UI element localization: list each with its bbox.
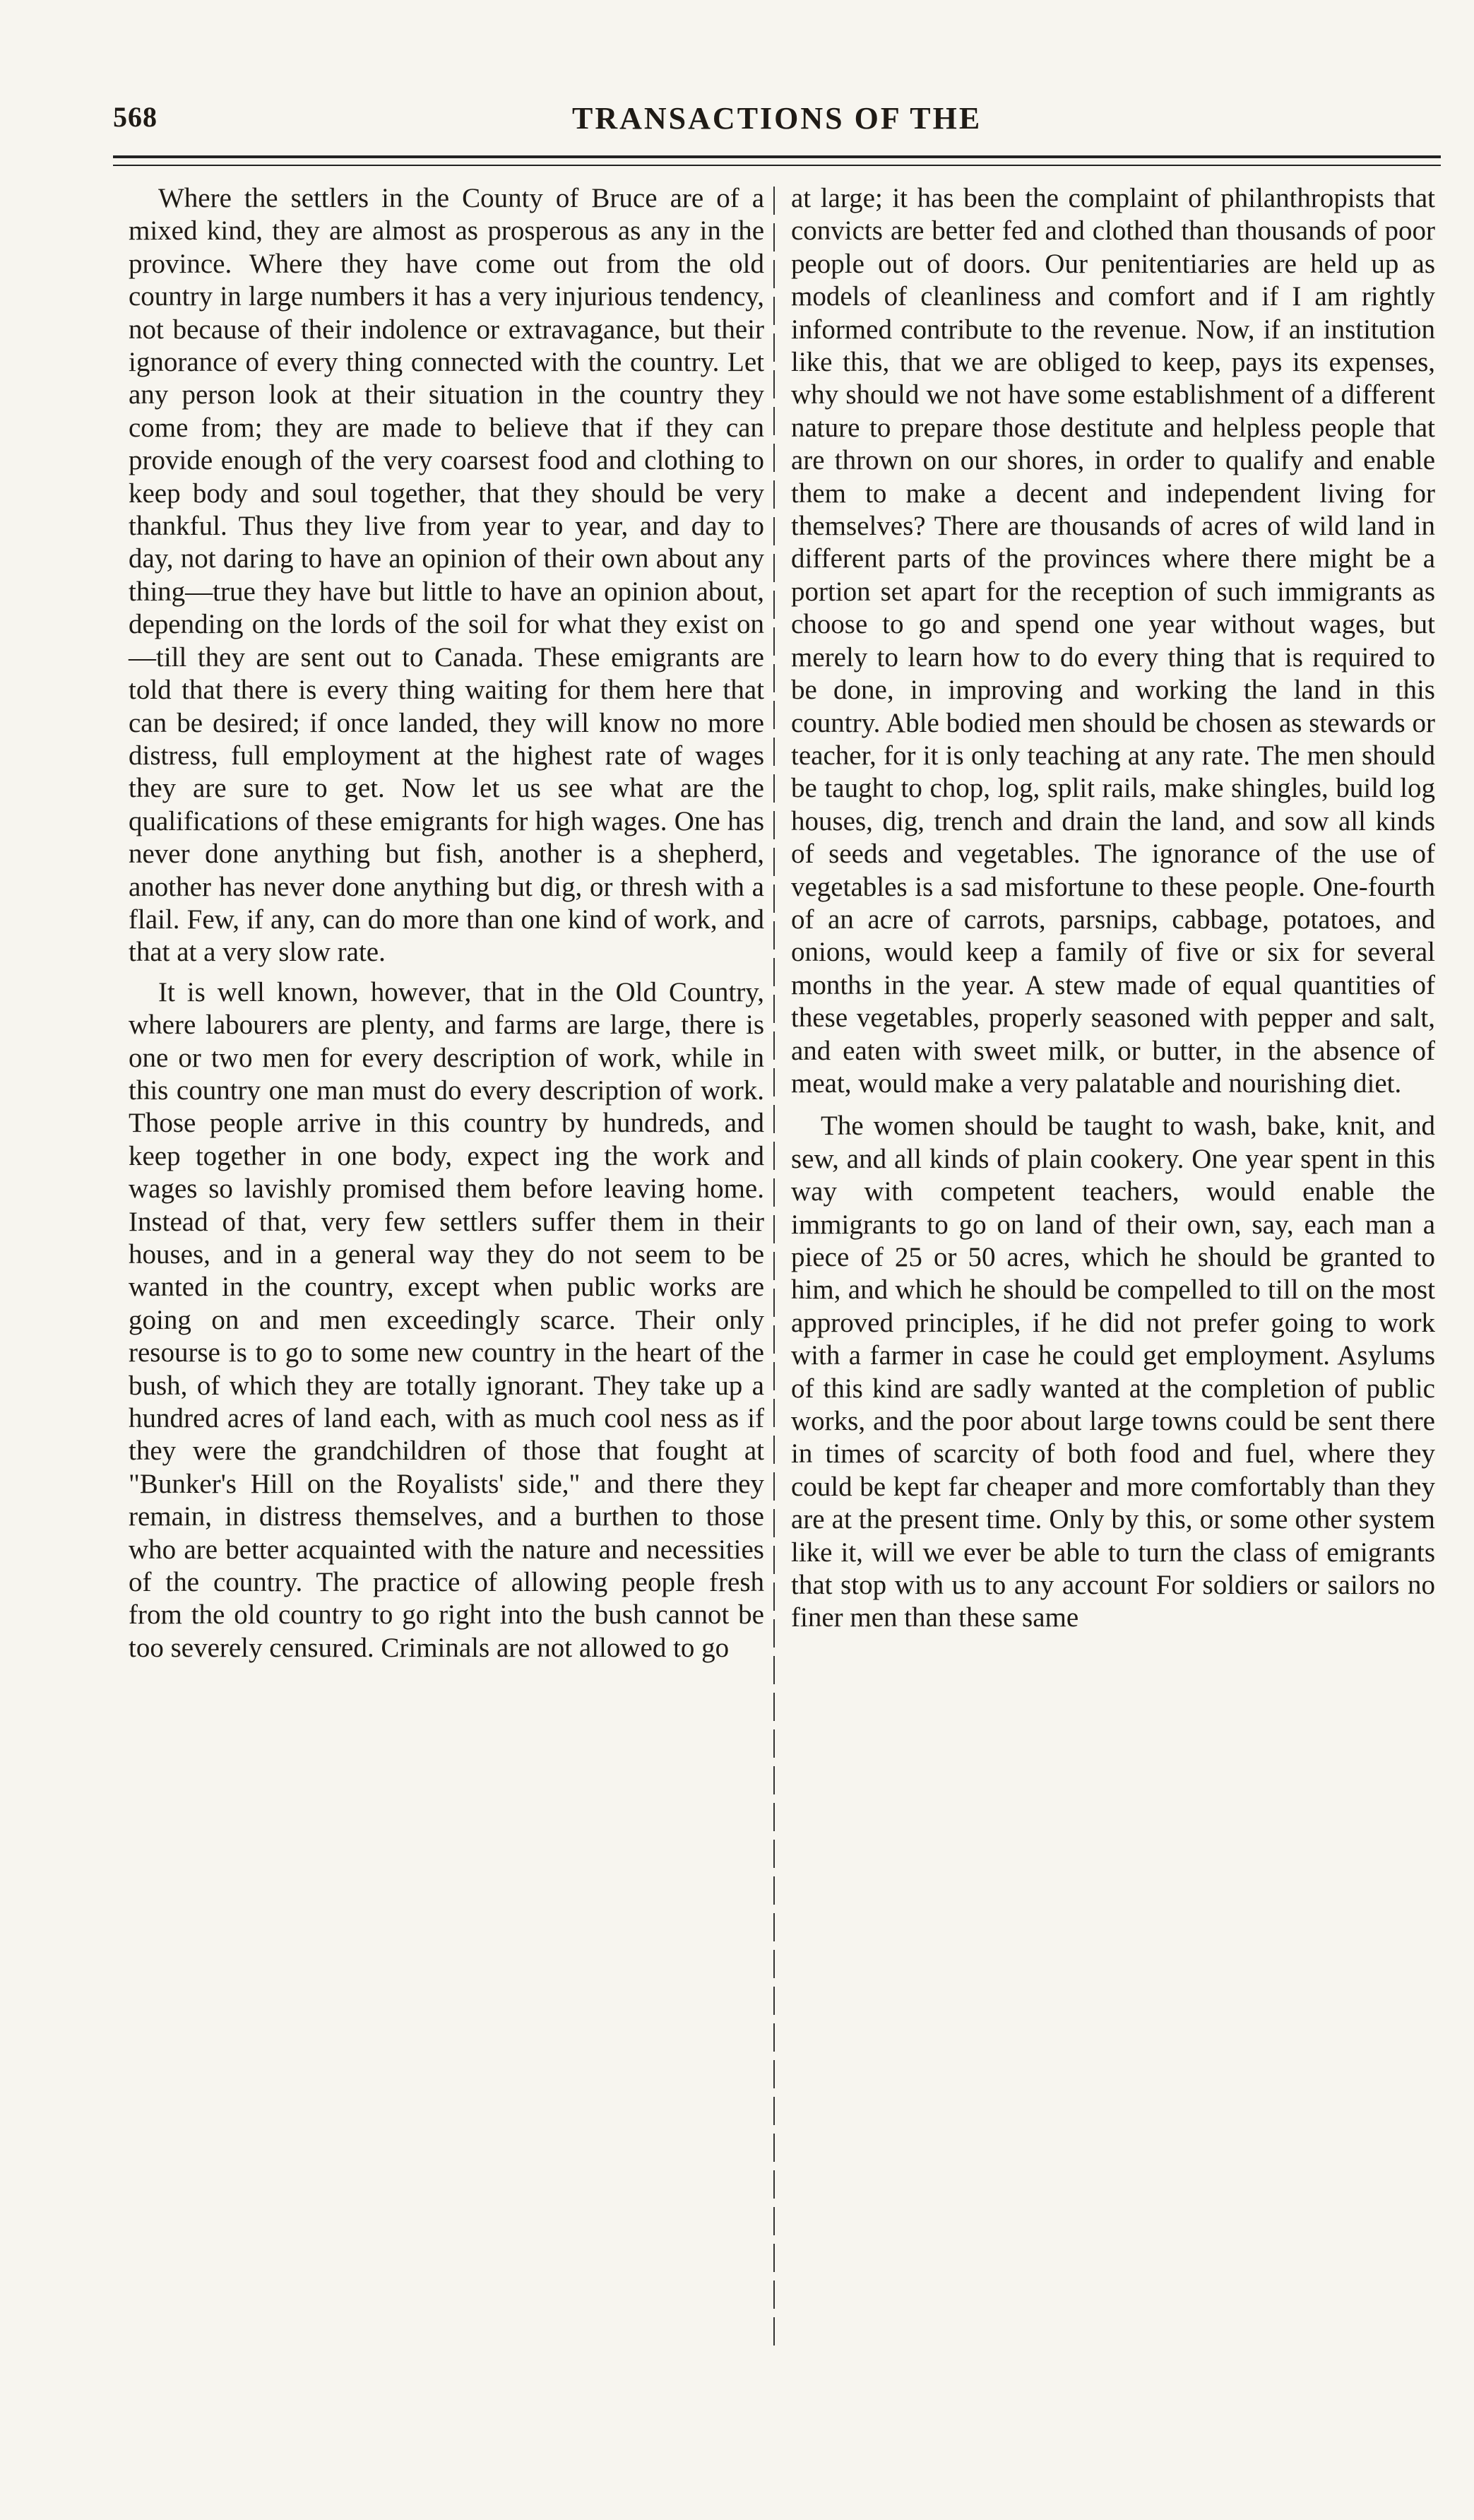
text-columns xyxy=(113,182,1441,2471)
left-column xyxy=(129,182,764,2471)
header-rule-thin xyxy=(113,165,1441,166)
page-number: 568 xyxy=(113,101,157,133)
running-head: TRANSACTIONS OF THE xyxy=(572,101,982,136)
left-paragraph-2: It is well known, however, that in the Old Country, where labourers are plenty, and farms are large, there is one or two men for every description of work, while in this country one man must do every description of work. Those people arrive in this country by hundreds, and keep together in one body, expect ing the work and wages so lavishly promised them before leaving home. Instead of that, very few settlers suffer them in their houses, and in a general way they do not seem to be wanted in the country, except when public works are going on and men exceedingly scarce. Their only resourse is to go to some new country in the heart of the bush, of which they are totally ignorant. They take up a hundred acres of land each, with as much cool ness as if they were the grandchildren of those that fought at "Bunker's Hill on the Royalists' side," and there they remain, in distress themselves, and a burthen to those who are better acquainted with the nature and necessities of the country. The practice of allowing people fresh from the old country to go right into the bush cannot be too severely censured. Criminals are not allowed to go xyxy=(129,976,764,1663)
page-header xyxy=(106,90,1434,147)
left-paragraph-1: Where the settlers in the County of Bruce are of a mixed kind, they are almost as prosperous as any in the province. Where they have come out from the old country in large numbers it has a very injurious tendency, not because of their indolence or extravagance, but their ignorance of every thing connected with the country. Let any person look at their situation in the country they come from; they are made to believe that if they can provide enough of the very coarsest food and clothing to keep body and soul together, that they should be very thankful. Thus they live from year to year, and day to day, not daring to have an opinion of their own about any thing—true they have but little to have an opinion about, depending on the lords of the soil for what they exist on—till they are sent out to Canada. These emigrants are told that there is every thing waiting for them here that can be desired; if once landed, they will know no more distress, full employment at the highest rate of wages they are sure to get. Now let us see what are the qualifications of these emigrants for high wages. One has never done anything but fish, another is a shepherd, another has never done anything but dig, or thresh with a flail. Few, if any, can do more than one kind of work, and that at a very slow rate. xyxy=(129,183,764,968)
header-rule-thick xyxy=(113,155,1441,158)
column-divider xyxy=(773,187,775,2348)
right-column xyxy=(791,182,1435,2471)
right-paragraph-1: at large; it has been the complaint of philanthropists that convicts are better fed and clothed than thousands of poor people out of doors. Our penitentiaries are held up as models of cleanliness and comfort and if I am rightly informed contribute to the revenue. Now, if an institution like this, that we are obliged to keep, pays its expenses, why should we not have some establishment of a different nature to prepare those destitute and helpless people that are thrown on our shores, in order to qualify and enable them to make a decent and independent living for themselves? There are thousands of acres of wild land in different parts of the provinces where there might be a portion set apart for the reception of such immigrants as choose to go and spend one year without wages, but merely to learn how to do every thing that is required to be done, in improving and working the land in this country. Able bodied men should be chosen as stewards or teacher, for it is only teaching at any rate. The men should be taught to chop, log, split rails, make shingles, build log houses, dig, trench and drain the land, and sow all kinds of seeds and vegetables. The ignorance of the use of vegetables is a sad misfortune to these people. One-fourth of an acre of carrots, parsnips, cabbage, potatoes, and onions, would keep a family of five or six for several months in the year. A stew made of equal quantities of these vegetables, properly seasoned with pepper and salt, and eaten with sweet milk, or butter, in the absence of meat, would make a very palatable and nourishing diet. xyxy=(791,183,1435,1099)
right-paragraph-2: The women should be taught to wash, bake, knit, and sew, and all kinds of plain cookery. One year spent in this way with competent teachers, would enable the immigrants to go on land of their own, say, each man a piece of 25 or 50 acres, which he should be granted to him, and which he should be compelled to till on the most approved principles, if he did not prefer going to work with a farmer in case he could get employment. Asylums of this kind are sadly wanted at the completion of public works, and the poor about large towns could be sent there in times of scarcity of both food and fuel, where they could be kept far cheaper and more comfortably than they are at the present time. Only by this, or some other system like it, will we ever be able to turn the class of emigrants that stop with us to any account For soldiers or sailors no finer men than these same xyxy=(791,1111,1435,1633)
